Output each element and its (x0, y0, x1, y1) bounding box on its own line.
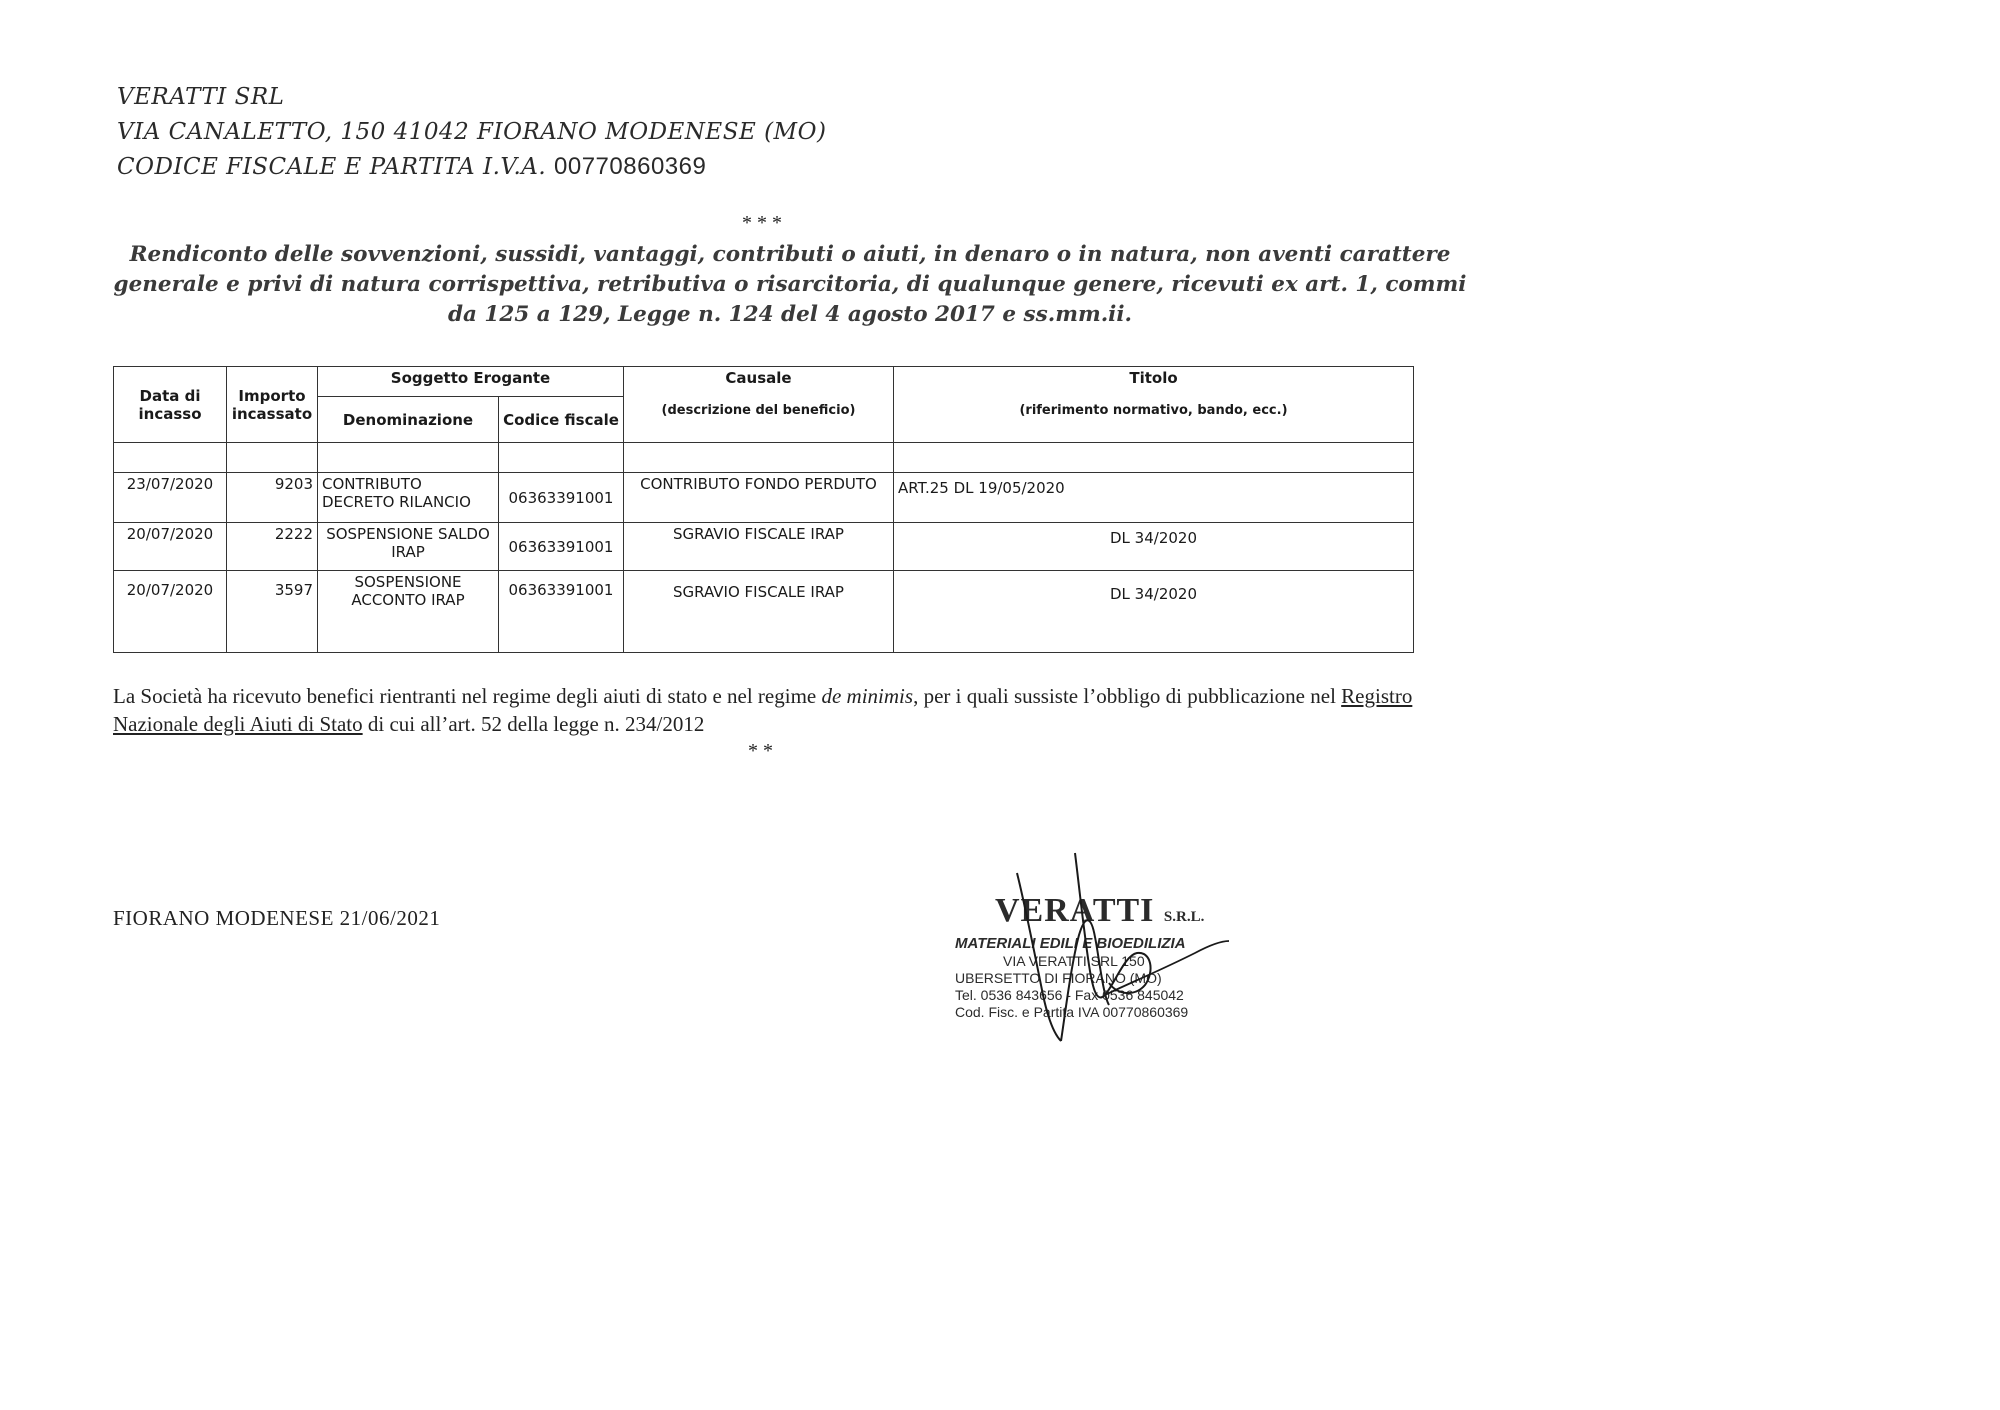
separator-bottom: * * (748, 740, 773, 762)
note-italic: de minimis (821, 684, 914, 708)
row-grantor-tax: 06363391001 (499, 473, 624, 523)
note-paragraph (113, 682, 1423, 738)
stamp-suffix: S.R.L. (1163, 909, 1205, 925)
stamp-line-2: VIA VERATTI SRL 150 (1003, 953, 1145, 969)
row-titolo: DL 34/2020 (894, 523, 1414, 571)
row-titolo: DL 34/2020 (894, 571, 1414, 653)
row-titolo: ART.25 DL 19/05/2020 (894, 473, 1414, 523)
handwritten-signature (1005, 845, 1235, 1045)
note-text-3: di cui all’art. 52 della legge n. 234/2012 (362, 712, 705, 736)
row-causale: SGRAVIO FISCALE IRAP (624, 571, 894, 653)
table-row-empty (114, 443, 1414, 473)
header-causale-sub: (descrizione del beneficio) (661, 403, 856, 418)
row-amount: 3597 (227, 571, 318, 653)
header-grantor-name: Denominazione (318, 397, 499, 443)
note-text-2: , per i quali sussiste l’obbligo di pubblicazione nel (913, 684, 1342, 708)
separator-top: * * * (742, 212, 782, 234)
header-titolo-sub: (riferimento normativo, bando, ecc.) (1019, 403, 1288, 418)
row-date: 23/07/2020 (114, 473, 227, 523)
row-date: 20/07/2020 (114, 523, 227, 571)
row-amount: 9203 (227, 473, 318, 523)
header-titolo (894, 367, 1414, 443)
company-name: VERATTI SRL (117, 84, 285, 110)
header-date: Data di incasso (114, 367, 227, 443)
stamp-line-1: MATERIALI EDILI E BIOEDILIZIA (955, 935, 1186, 952)
stamp-name: VERATTI (995, 892, 1155, 929)
row-grantor-name: SOSPENSIONE SALDO IRAP (318, 523, 499, 571)
header-grantor-tax: Codice fiscale (499, 397, 624, 443)
note-text-1: La Società ha ricevuto benefici rientranti nel regime degli aiuti di stato e nel regime (113, 684, 822, 708)
header-causale (624, 367, 894, 443)
row-grantor-tax: 06363391001 (499, 571, 624, 653)
subsidies-table (113, 366, 1414, 653)
company-tax-line (117, 153, 706, 181)
header-amount: Importo incassato (227, 367, 318, 443)
row-amount: 2222 (227, 523, 318, 571)
row-date: 20/07/2020 (114, 571, 227, 653)
tax-label: CODICE FISCALE E PARTITA I.V.A. (117, 154, 547, 180)
row-grantor-name: SOSPENSIONE ACCONTO IRAP (318, 571, 499, 653)
table-row (114, 473, 1414, 523)
row-causale: SGRAVIO FISCALE IRAP (624, 523, 894, 571)
header-titolo-title: Titolo (1129, 369, 1178, 387)
document-title: Rendiconto delle sovvenzioni, sussidi, vantaggi, contributi o aiuti, in denaro o in natura, non aventi carattere generale e privi di natura corrispettiva, retributiva o risarcitoria, di qualunque genere, ricevuti ex art. 1, commi da 125 a 129, Legge n. 124 del 4 agosto 2017 e ss.mm.ii. (113, 242, 1467, 327)
stamp-line-4: Tel. 0536 843656 - Fax 0536 845042 (955, 987, 1184, 1003)
table-row (114, 523, 1414, 571)
registry-reference: Registro Nazionale degli Aiuti di Stato (113, 684, 1413, 736)
table-row (114, 571, 1414, 653)
tax-number: 00770860369 (554, 153, 707, 180)
stamp-line-3: UBERSETTO DI FIORANO (MO) (955, 970, 1162, 986)
header-causale-title: Causale (725, 369, 792, 387)
company-address: VIA CANALETTO, 150 41042 FIORANO MODENESE (MO) (117, 119, 827, 145)
place-date: FIORANO MODENESE 21/06/2021 (113, 906, 441, 930)
row-causale: CONTRIBUTO FONDO PERDUTO (624, 473, 894, 523)
row-grantor-tax: 06363391001 (499, 523, 624, 571)
stamp-line-5: Cod. Fisc. e Partita IVA 00770860369 (955, 1004, 1189, 1020)
header-grantor: Soggetto Erogante (318, 367, 624, 397)
row-grantor-name: CONTRIBUTO DECRETO RILANCIO (318, 473, 499, 523)
